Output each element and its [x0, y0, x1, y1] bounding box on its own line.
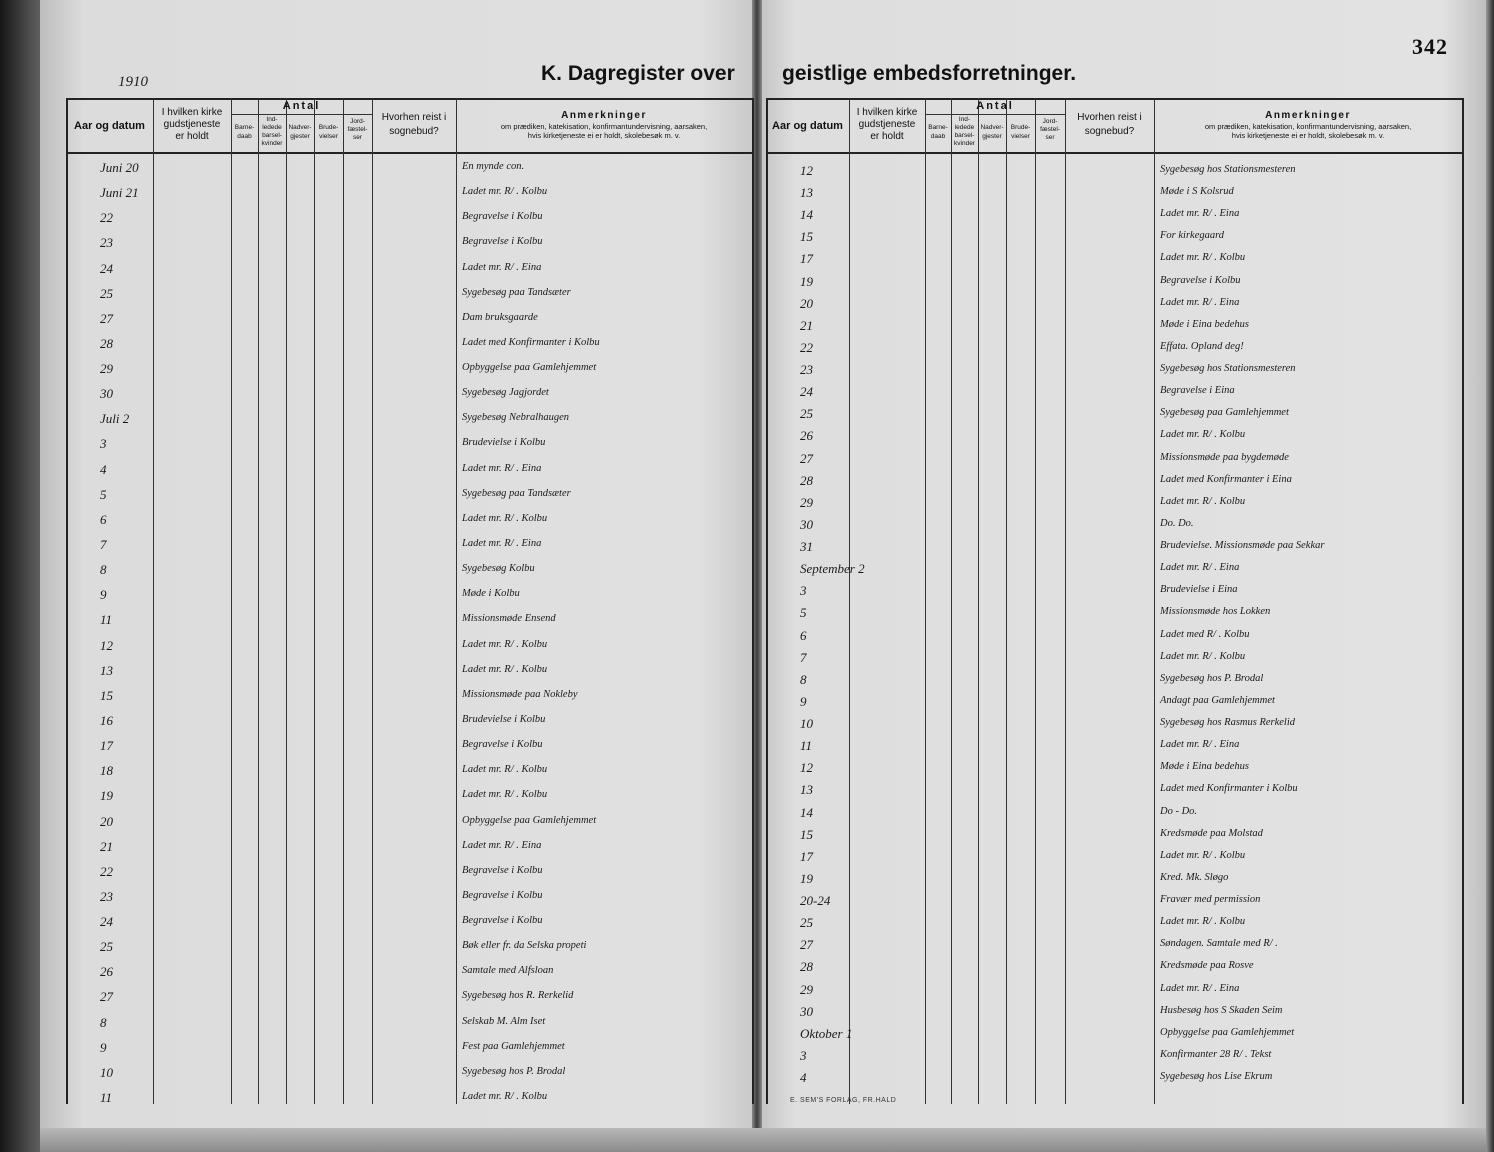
right-header-antal-col: Brude-	[1010, 124, 1031, 131]
right-entry-note: Ladet mr. R/ . Eina	[1160, 562, 1240, 574]
right-entry-note: Missionsmøde paa bygdemøde	[1160, 451, 1289, 463]
book-edge-right	[1486, 0, 1494, 1152]
left-header-antal-col: barsel-	[262, 132, 282, 139]
right-entry-note: Effata. Opland deg!	[1160, 340, 1244, 352]
left-header-antal-col: daab	[237, 133, 252, 140]
right-entry-date: 22	[800, 339, 813, 355]
left-entry-date: 8	[100, 1014, 107, 1030]
left-entry-note: Ladet mr. R/ . Kolbu	[462, 764, 548, 776]
right-entry-date: 27	[800, 937, 813, 953]
right-entry-date: 23	[800, 362, 813, 378]
left-entry-note: Ladet med Konfirmanter i Kolbu	[462, 336, 600, 348]
left-header-remarks-sub: hvis kirketjeneste ei er holdt, skolebesøk m. v.	[527, 131, 681, 140]
left-entry-date: 24	[100, 914, 113, 930]
right-entry-date: 8	[800, 671, 807, 687]
left-rule-header	[66, 152, 752, 154]
left-rule-top	[66, 98, 752, 100]
left-entry-date: 22	[100, 210, 113, 226]
left-header-antal-col: fæstel-	[347, 126, 368, 133]
left-entry-note: Opbyggelse paa Gamlehjemmet	[462, 814, 597, 826]
left-entry-date: 28	[100, 335, 113, 351]
left-entry-date: 27	[100, 989, 113, 1005]
left-column-rule	[314, 98, 315, 1104]
right-entry-date: 26	[800, 428, 813, 444]
title-left: K. Dagregister over	[541, 62, 735, 85]
right-entry-note: Ladet mr. R/ . Eina	[1160, 296, 1240, 308]
right-entry-date: 29	[800, 494, 813, 510]
left-entry-date: 30	[100, 386, 113, 402]
left-entry-note: Samtale med Alfsloan	[462, 965, 554, 977]
right-entry-note: Ladet mr. R/ . Kolbu	[1160, 429, 1246, 441]
right-entry-note: Kredsmøde paa Molstad	[1160, 827, 1263, 839]
left-entry-note: Begravelse i Kolbu	[462, 915, 543, 927]
right-entry-note: Begravelse i Eina	[1160, 385, 1235, 397]
left-header-antal-col: vielser	[319, 133, 338, 140]
left-entry-date: 25	[100, 939, 113, 955]
left-entry-date: Juni 20	[100, 160, 139, 175]
right-entry-note: Kredsmøde paa Rosve	[1160, 960, 1254, 972]
right-entry-date: 17	[800, 251, 813, 267]
left-entry-date: 9	[100, 1039, 107, 1055]
right-entry-date: 13	[800, 782, 813, 798]
right-entry-note: Ladet mr. R/ . Kolbu	[1160, 252, 1246, 264]
right-header-church: I hvilken kirke	[856, 107, 918, 118]
right-column-rule	[1065, 98, 1066, 1104]
left-entry-date: 26	[100, 964, 113, 980]
left-page	[40, 0, 755, 1152]
left-entry-date: 20	[100, 813, 113, 829]
right-header-antal: Antal	[976, 100, 1014, 112]
right-entry-note: Søndagen. Samtale med R/ .	[1160, 938, 1278, 950]
left-entry-date: 29	[100, 361, 113, 377]
right-entry-date: 4	[800, 1070, 807, 1085]
right-entry-note: Sygebesøg hos Stationsmesteren	[1160, 363, 1296, 375]
left-entry-note: Sygebesøg Kolbu	[462, 563, 535, 575]
right-header-antal-col: daab	[930, 133, 946, 140]
left-entry-date: 11	[100, 612, 113, 628]
right-entry-note: Do - Do.	[1160, 805, 1198, 817]
right-header-remarks-sub: hvis kirketjeneste ei er holdt, skolebesøk m. v.	[1231, 131, 1385, 140]
left-entry-date: 3	[100, 436, 107, 452]
right-rule-header	[766, 152, 1462, 154]
right-column-rule	[849, 98, 850, 1104]
right-header-church: er holdt	[870, 131, 904, 142]
right-entry-date: 28	[800, 472, 813, 488]
left-entry-note: Sygebesøg Nebralhaugen	[462, 412, 570, 424]
left-header-travel: Hvorhen reist i	[381, 112, 447, 123]
right-entry-note: Ladet mr. R/ . Kolbu	[1160, 650, 1246, 662]
right-column-rule	[1154, 98, 1155, 1104]
left-entry-date: 11	[100, 1090, 113, 1105]
left-entry-note: Sygebesøg hos P. Brodal	[462, 1065, 566, 1077]
right-entry-date: 14	[800, 207, 813, 223]
left-header-church: I hvilken kirke	[161, 107, 223, 118]
right-entry-date: 14	[800, 804, 813, 820]
right-header-antal-col: vielser	[1011, 133, 1030, 140]
right-rule-top	[766, 98, 1462, 100]
right-entry-note: Sygebesøg hos Stationsmesteren	[1160, 164, 1296, 175]
left-header-antal-col: Jord-	[350, 118, 365, 125]
right-entry-date: 3	[800, 1047, 807, 1063]
right-entry-note: Do. Do.	[1160, 517, 1194, 529]
left-column-rule	[286, 98, 287, 1104]
left-header-antal-col: Ind-	[266, 116, 278, 123]
left-entry-note: Ladet mr. R/ . Eina	[462, 261, 542, 273]
left-header-antal-col: ledede	[262, 124, 282, 131]
right-header-antal-col: kvinder	[954, 140, 975, 147]
right-entry-date: 25	[800, 406, 813, 422]
right-entry-note: Møde i S Kolsrud	[1160, 186, 1234, 198]
right-entry-date: 19	[800, 870, 813, 886]
left-entry-date: 27	[100, 310, 113, 326]
left-entry-date: 24	[100, 260, 113, 276]
right-entry-note: Ladet med Konfirmanter i Kolbu	[1160, 783, 1298, 795]
right-header-antal-col: ledede	[954, 124, 975, 131]
right-entry-date: 27	[800, 450, 813, 466]
left-entry-note: Ladet mr. R/ . Eina	[462, 839, 542, 851]
left-entry-note: Sygebesøg paa Tandsæter	[462, 487, 571, 499]
right-header-antal-col: Ind-	[958, 116, 971, 123]
left-entry-note: Ladet mr. R/ . Eina	[462, 462, 542, 474]
left-entry-date: 7	[100, 537, 107, 553]
left-entry-note: En mynde con.	[462, 161, 525, 172]
right-entry-note: Brudevielse. Missionsmøde paa Sekkar	[1160, 540, 1325, 552]
right-entry-note: Ladet mr. R/ . Kolbu	[1160, 495, 1246, 507]
right-entry-note: Ladet mr. R/ . Eina	[1160, 739, 1240, 751]
right-entry-date: 6	[800, 627, 807, 643]
right-entry-date: 12	[800, 163, 813, 178]
left-entry-date: 10	[100, 1064, 113, 1080]
left-header-antal-col: ser	[352, 134, 363, 141]
left-entry-note: Fest paa Gamlehjemmet	[462, 1040, 565, 1052]
left-entry-date: 15	[100, 687, 113, 703]
right-entry-date: 19	[800, 273, 813, 289]
right-header-remarks-sub: om prædiken, katekisation, konfirmantundervisning, aarsaken,	[1204, 122, 1412, 131]
left-entry-note: Sygebesøg paa Tandsæter	[462, 286, 571, 298]
left-header-remarks: Anmerkninger	[561, 110, 647, 121]
left-entry-note: Sygebesøg hos R. Rerkelid	[462, 990, 574, 1002]
left-entry-note: Bøk eller fr. da Selska propeti	[462, 940, 587, 952]
right-entry-note: Ladet mr. R/ . Eina	[1160, 208, 1240, 220]
right-header-remarks: Anmerkninger	[1265, 110, 1351, 121]
left-entry-note: Begravelse i Kolbu	[462, 739, 543, 751]
right-entry-date: 15	[800, 826, 813, 842]
left-header-church: gudstjeneste	[163, 119, 221, 130]
right-header-travel: sognebud?	[1084, 126, 1135, 137]
right-entry-date: 20-24	[800, 893, 831, 909]
left-entry-date: 19	[100, 788, 113, 804]
left-entry-date: 16	[100, 712, 113, 728]
left-header-date: Aar og datum	[74, 120, 145, 132]
right-header-antal-col: ser	[1045, 134, 1055, 141]
left-entry-note: Missionsmøde paa Nokleby	[462, 688, 578, 700]
left-entry-note: Begravelse i Kolbu	[462, 211, 543, 223]
right-header-travel: Hvorhen reist i	[1077, 112, 1142, 123]
right-header-date: Aar og datum	[772, 120, 843, 132]
left-entry-note: Begravelse i Kolbu	[462, 889, 543, 901]
right-entry-note: Møde i Eina bedehus	[1160, 318, 1249, 330]
right-entry-date: 28	[800, 959, 813, 975]
left-entry-note: Missionsmøde Ensend	[462, 613, 556, 625]
right-entry-note: Andagt paa Gamlehjemmet	[1160, 694, 1275, 706]
right-entry-date: 24	[800, 384, 813, 400]
left-entry-note: Ladet mr. R/ . Kolbu	[462, 789, 548, 801]
right-column-rule	[978, 98, 979, 1104]
right-entry-note: Ladet med R/ . Kolbu	[1160, 628, 1250, 640]
left-entry-note: Begravelse i Kolbu	[462, 864, 543, 876]
left-entry-date: Juni 21	[100, 185, 139, 201]
right-entry-note: Ladet mr. R/ . Eina	[1160, 982, 1240, 994]
left-entry-date: 8	[100, 562, 107, 578]
right-entry-date: 11	[800, 738, 813, 754]
right-entry-note: Møde i Eina bedehus	[1160, 761, 1249, 773]
right-entry-date: 10	[800, 716, 813, 732]
right-entry-date: 21	[800, 317, 813, 333]
right-entry-note: Opbyggelse paa Gamlehjemmet	[1160, 1026, 1295, 1038]
year-note: 1910	[118, 74, 148, 90]
right-entry-note: Brudevielse i Eina	[1160, 584, 1238, 596]
right-entry-note: Fravær med permission	[1160, 894, 1261, 906]
left-entry-note: Ladet mr. R/ . Kolbu	[462, 663, 548, 675]
left-entry-date: 22	[100, 863, 113, 879]
right-entry-note: Konfirmanter 28 R/ . Tekst	[1160, 1048, 1272, 1060]
left-entry-date: 23	[100, 888, 113, 904]
left-entry-note: Ladet mr. R/ . Kolbu	[462, 186, 548, 198]
right-entry-date: 7	[800, 649, 807, 665]
left-entry-date: 23	[100, 235, 113, 251]
right-header-antal-col: Jord-	[1042, 118, 1058, 125]
right-entry-note: Sygebesøg hos P. Brodal	[1160, 672, 1264, 684]
page-number: 342	[1412, 34, 1448, 59]
right-header-antal-col: Nadver-	[980, 124, 1004, 131]
right-entry-date: 30	[800, 516, 813, 532]
title-right: geistlige embedsforretninger.	[782, 62, 1077, 85]
left-entry-date: 21	[100, 838, 113, 854]
right-entry-date: 25	[800, 915, 813, 931]
left-column-rule	[153, 98, 154, 1104]
right-entry-note: Missionsmøde hos Lokken	[1160, 606, 1271, 618]
left-entry-note: Begravelse i Kolbu	[462, 236, 543, 248]
left-entry-note: Selskab M. Alm Iset	[462, 1015, 546, 1027]
left-rule-antal	[231, 114, 372, 115]
right-page	[758, 0, 1486, 1152]
right-column-rule	[951, 98, 952, 1104]
right-entry-note: Sygebesøg hos Lise Ekrum	[1160, 1071, 1273, 1082]
right-entry-note: Kred. Mk. Sløgo	[1160, 871, 1229, 883]
right-header-antal-col: barsel-	[954, 132, 975, 139]
right-rule-antal	[925, 114, 1065, 115]
right-header-antal-col: fæstel-	[1040, 126, 1060, 133]
right-entry-date: 9	[800, 693, 807, 709]
right-entry-note: Sygebesøg hos Rasmus Rerkelid	[1160, 717, 1296, 729]
right-column-rule	[925, 98, 926, 1104]
right-column-rule	[1006, 98, 1007, 1104]
left-entry-date: 17	[100, 738, 113, 754]
left-header-travel: sognebud?	[389, 126, 439, 137]
right-column-rule	[1462, 98, 1464, 1104]
left-header-church: er holdt	[175, 131, 209, 142]
right-column-rule	[766, 98, 768, 1104]
left-entry-date: 4	[100, 461, 107, 477]
left-entry-date: 25	[100, 285, 113, 301]
left-entry-date: 5	[100, 486, 107, 502]
left-entry-date: 9	[100, 587, 107, 603]
left-entry-note: Ladet mr. R/ . Eina	[462, 538, 542, 550]
right-entry-note: Ladet med Konfirmanter i Eina	[1160, 473, 1292, 485]
right-entry-date: 31	[800, 539, 813, 555]
left-entry-note: Ladet mr. R/ . Kolbu	[462, 1091, 548, 1102]
right-entry-date: 20	[800, 295, 813, 311]
left-header-remarks-sub: om prædiken, katekisation, konfirmantundervisning, aarsaken,	[500, 122, 708, 131]
right-entry-note: Begravelse i Kolbu	[1160, 274, 1241, 286]
left-entry-note: Sygebesøg Jagjordet	[462, 387, 549, 399]
right-entry-note: Husbesøg hos S Skaden Seim	[1160, 1004, 1283, 1016]
right-entry-date: 12	[800, 760, 813, 776]
left-column-rule	[231, 98, 232, 1104]
left-header-antal-col: Barne-	[234, 124, 255, 131]
left-header-antal-col: gjester	[290, 133, 310, 140]
left-column-rule	[66, 98, 68, 1104]
left-header-antal-col: Brude-	[318, 124, 339, 131]
right-entry-date: 3	[800, 583, 807, 599]
left-entry-date: 12	[100, 637, 113, 653]
right-entry-note: Sygebesøg paa Gamlehjemmet	[1160, 407, 1289, 419]
right-header-antal-col: Barne-	[928, 124, 948, 131]
left-header-antal: Antal	[282, 100, 321, 112]
left-entry-note: Brudevielse i Kolbu	[462, 713, 546, 725]
right-entry-date: 5	[800, 605, 807, 621]
left-entry-note: Ladet mr. R/ . Kolbu	[462, 638, 548, 650]
page-bottom-edge	[40, 1128, 1486, 1152]
left-column-rule	[372, 98, 373, 1104]
left-header-antal-col: kvinder	[261, 140, 283, 147]
publisher-imprint: E. SEM'S FORLAG, FR.HALD	[790, 1097, 897, 1104]
left-entry-note: Brudevielse i Kolbu	[462, 437, 546, 449]
right-entry-date: 17	[800, 848, 813, 864]
right-entry-date: 30	[800, 1003, 813, 1019]
right-entry-date: Oktober 1	[800, 1025, 853, 1041]
right-entry-date: 15	[800, 229, 813, 245]
left-entry-note: Ladet mr. R/ . Kolbu	[462, 512, 548, 524]
right-header-antal-col: gjester	[982, 133, 1002, 140]
right-entry-date: 29	[800, 981, 813, 997]
left-header-antal-col: Nadver-	[288, 124, 312, 131]
right-entry-note: Ladet mr. R/ . Kolbu	[1160, 849, 1246, 861]
left-entry-date: 6	[100, 511, 107, 527]
left-entry-date: Juli 2	[100, 411, 130, 427]
left-column-rule	[456, 98, 457, 1104]
left-entry-date: 18	[100, 763, 113, 779]
right-entry-date: 13	[800, 185, 813, 201]
left-column-rule	[258, 98, 259, 1104]
left-entry-date: 13	[100, 662, 113, 678]
left-entry-note: Møde i Kolbu	[462, 588, 520, 600]
right-entry-date: September 2	[800, 561, 865, 577]
left-column-rule	[752, 98, 754, 1104]
right-header-church: gudstjeneste	[858, 119, 916, 130]
left-entry-note: Opbyggelse paa Gamlehjemmet	[462, 362, 597, 374]
right-entry-note: For kirkegaard	[1160, 230, 1225, 242]
right-column-rule	[1035, 98, 1036, 1104]
left-column-rule	[343, 98, 344, 1104]
right-entry-note: Ladet mr. R/ . Kolbu	[1160, 916, 1246, 928]
left-entry-note: Dam bruksgaarde	[462, 311, 538, 323]
